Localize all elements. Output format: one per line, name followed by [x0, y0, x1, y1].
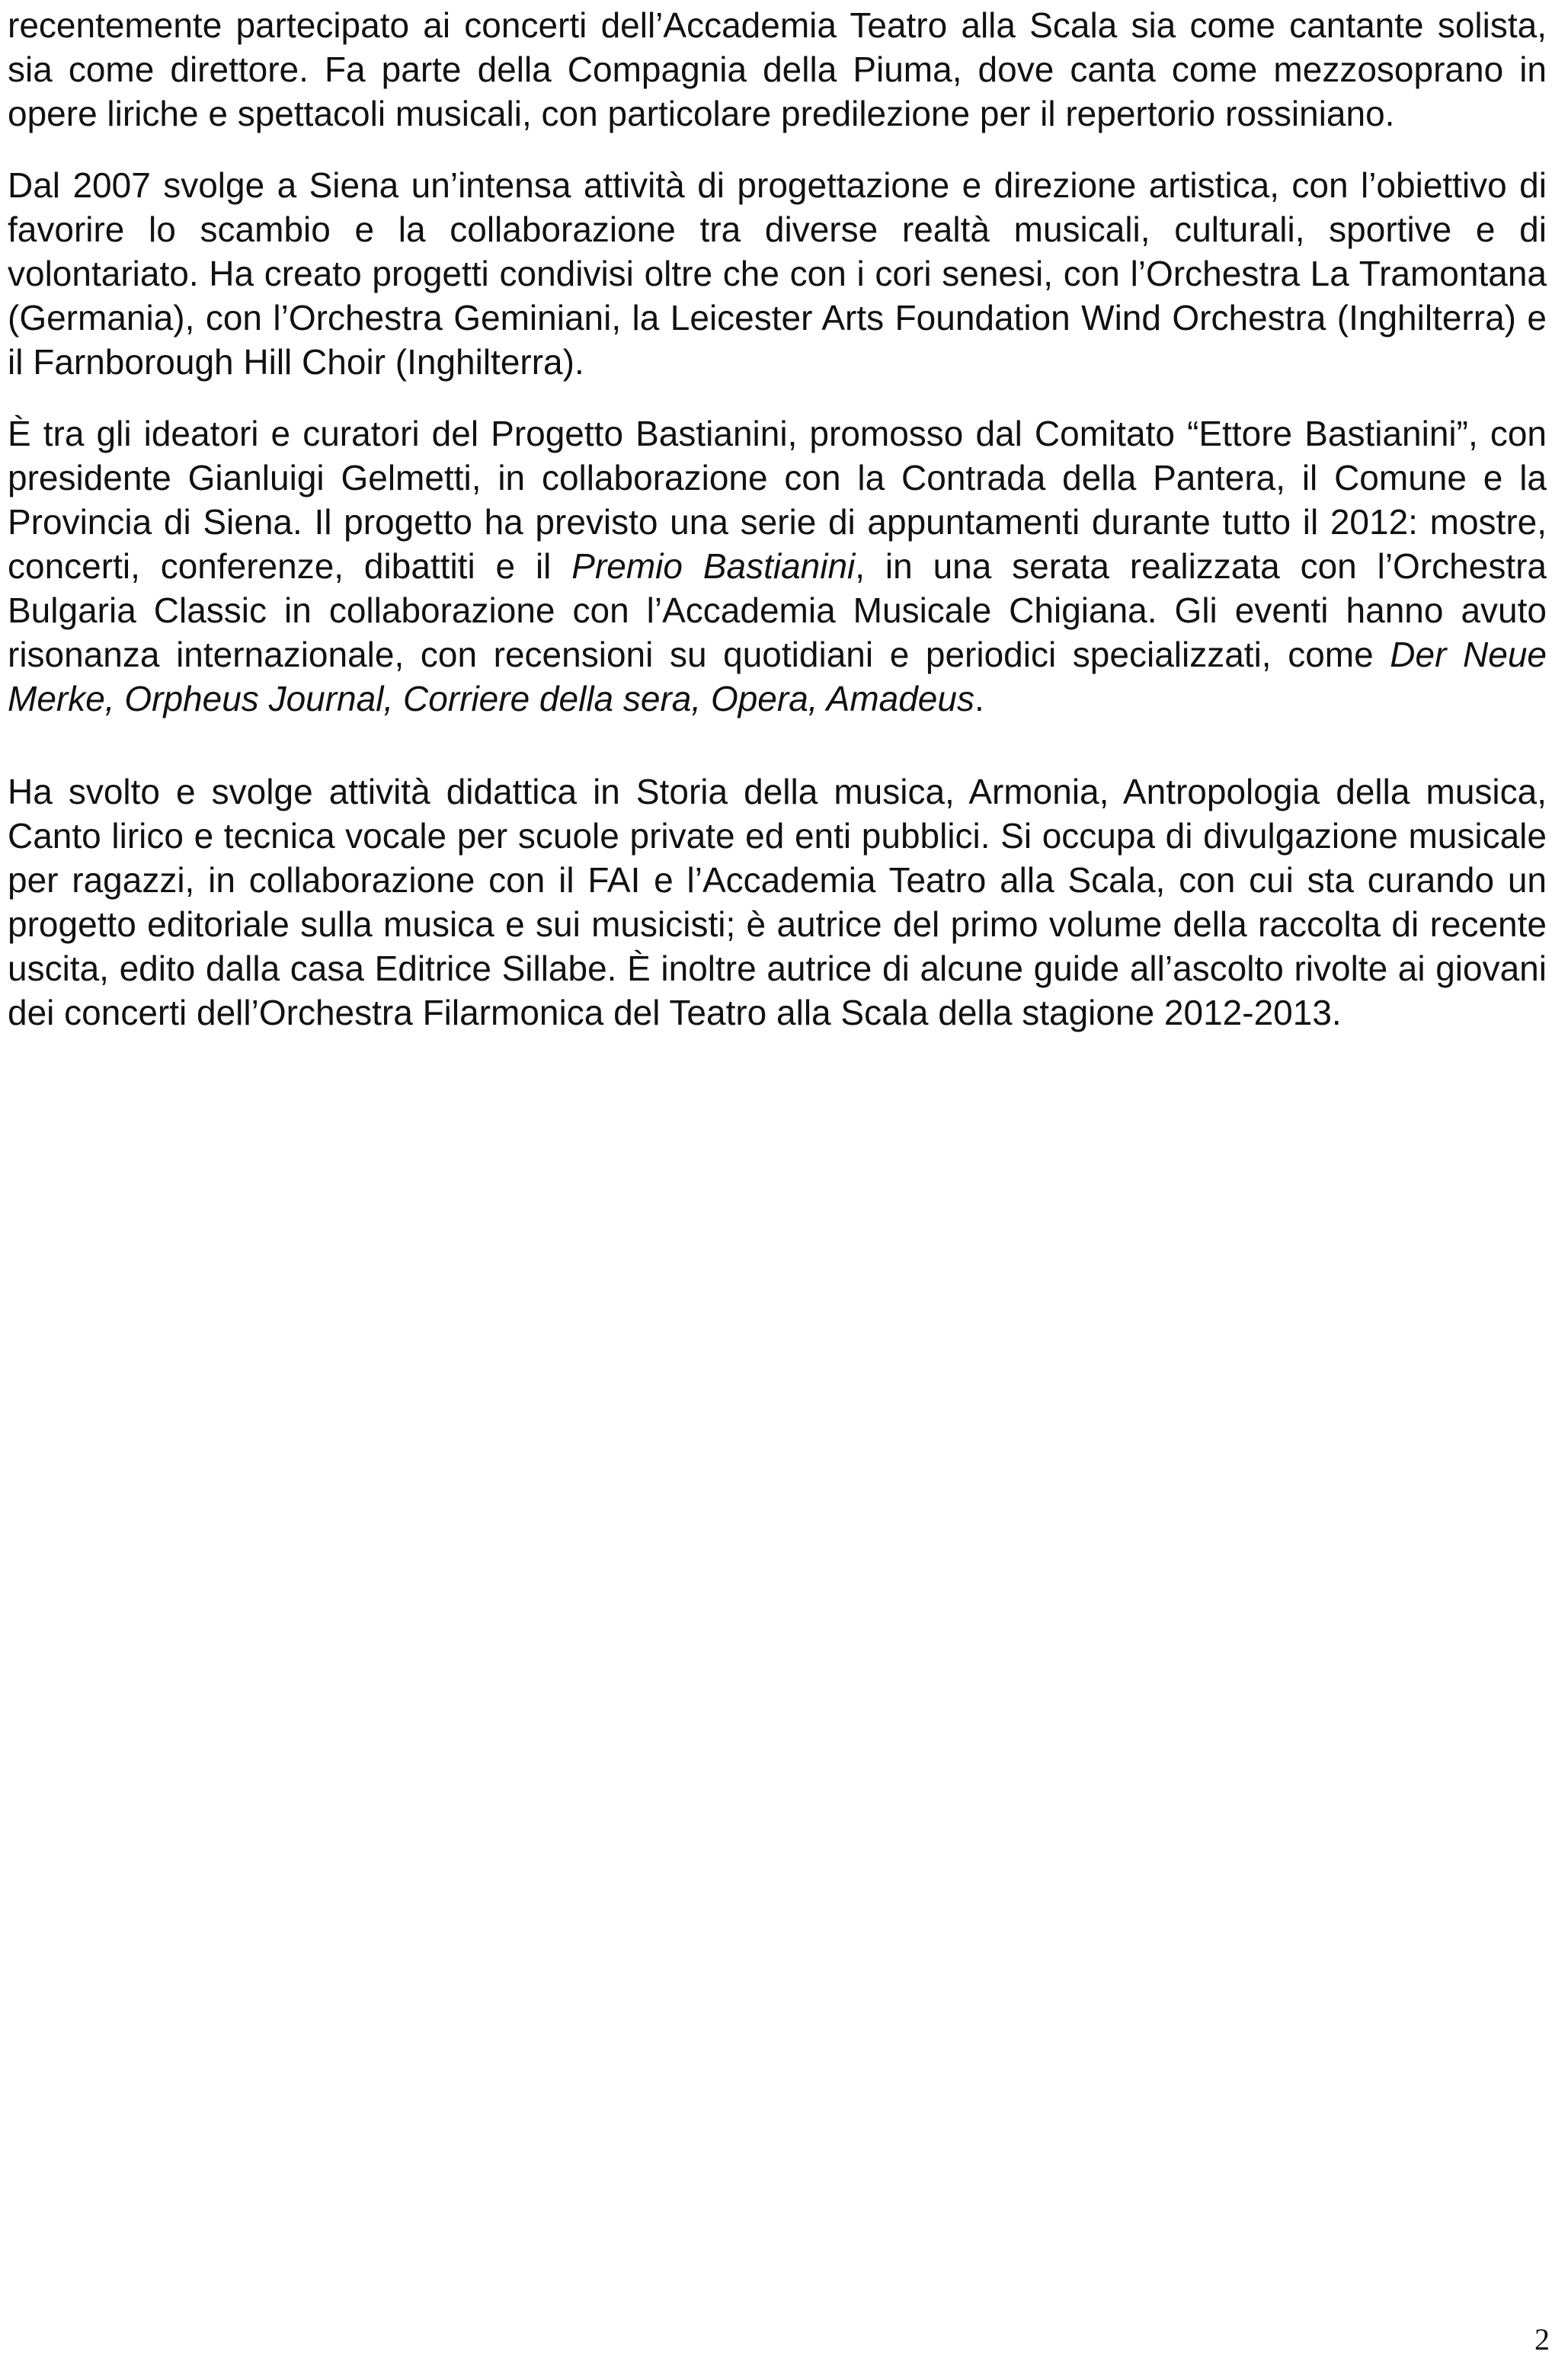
paragraph-bastianini-part2: , in una serata realizzata con l’Orchestra Bulgaria Classic in collaborazione con l’Accademia Musicale Chigiana. Gli eventi hanno avuto risonanza internazionale, con recensioni su quotidiani e periodici specializzati, come [8, 546, 1547, 674]
paragraph-teaching [8, 769, 1547, 1035]
page-number: 2 [1534, 2322, 1550, 2356]
publications-italic: Der Neue Merke, Orpheus Journal, Corriere della sera, Opera, Amadeus [8, 635, 1547, 718]
paragraph-career [8, 3, 1547, 136]
paragraph-teaching-text: Ha svolto e svolge attività didattica in Storia della musica, Armonia, Antropologia della musica, Canto lirico e tecnica vocale per scuole private ed enti pubblici. Si occupa di divulgazione musicale per ragazzi, in collaborazione con il FAI e l’Accademia Teatro alla Scala, con cui sta curando un progetto editoriale sulla musica e sui musicisti; è autrice del primo volume della raccolta di recente uscita, edito dalla casa Editrice Sillabe. È inoltre autrice di alcune guide all’ascolto rivolte ai giovani dei concerti dell’Orchestra Filarmonica del Teatro alla Scala della stagione 2012-2013. [8, 772, 1547, 1032]
document-page [8, 3, 1547, 1035]
paragraph-progetto-bastianini [8, 411, 1547, 721]
premio-bastianini-italic: Premio Bastianini [571, 546, 856, 586]
paragraph-career-text: recentemente partecipato ai concerti dell’Accademia Teatro alla Scala sia come cantante solista, sia come direttore. Fa parte della Compagnia della Piuma, dove canta come mezzosoprano in opere liriche e spettacoli musicali, con particolare predilezione per il repertorio rossiniano. [8, 5, 1547, 133]
paragraph-bastianini-part3: . [974, 679, 984, 718]
paragraph-siena-activity [8, 163, 1547, 384]
paragraph-bastianini-part1: È tra gli ideatori e curatori del Progetto Bastianini, promosso dal Comitato “Ettore Bastianini”, con presidente Gianluigi Gelmetti, in collaborazione con la Contrada della Pantera, il Comune e la Provincia di Siena. Il progetto ha previsto una serie di appuntamenti durante tutto il 2012: mostre, concerti, conferenze, dibattiti e il [8, 414, 1547, 586]
paragraph-siena-activity-text: Dal 2007 svolge a Siena un’intensa attività di progettazione e direzione artistica, con l’obiettivo di favorire lo scambio e la collaborazione tra diverse realtà musicali, culturali, sportive e di volontariato. Ha creato progetti condivisi oltre che con i cori senesi, con l’Orchestra La Tramontana (Germania), con l’Orchestra Geminiani, la Leicester Arts Foundation Wind Orchestra (Inghilterra) e il Farnborough Hill Choir (Inghilterra). [8, 165, 1547, 382]
